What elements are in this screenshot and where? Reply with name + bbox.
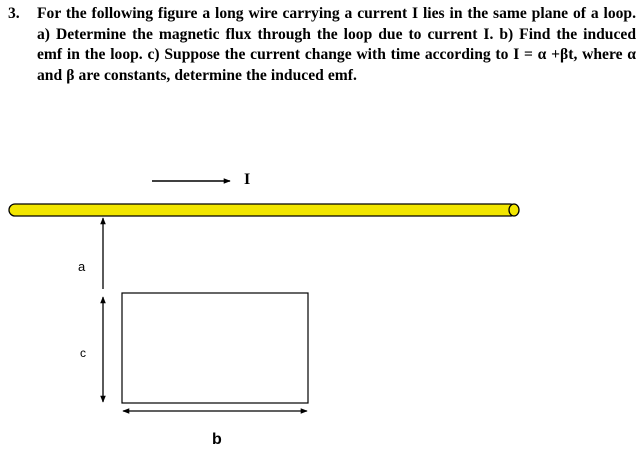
- wire-end-cap: [509, 204, 519, 216]
- long-wire: [9, 204, 519, 216]
- current-label: I: [244, 171, 251, 188]
- label-c: c: [80, 346, 86, 360]
- problem-number: 3.: [8, 5, 20, 22]
- label-b: b: [212, 431, 222, 448]
- rectangular-loop: [122, 293, 308, 403]
- problem-text: For the following figure a long wire carrying a current I lies in the same plane of a loop. a) Determine the magnetic flux through the loop due to current I. b) Find the induced emf in the loop. c) Suppose the current change with time according to I = α +βt, where α and β are constants, determine the induced emf.: [37, 5, 636, 84]
- wire-body: [9, 204, 516, 216]
- label-a: a: [78, 259, 86, 274]
